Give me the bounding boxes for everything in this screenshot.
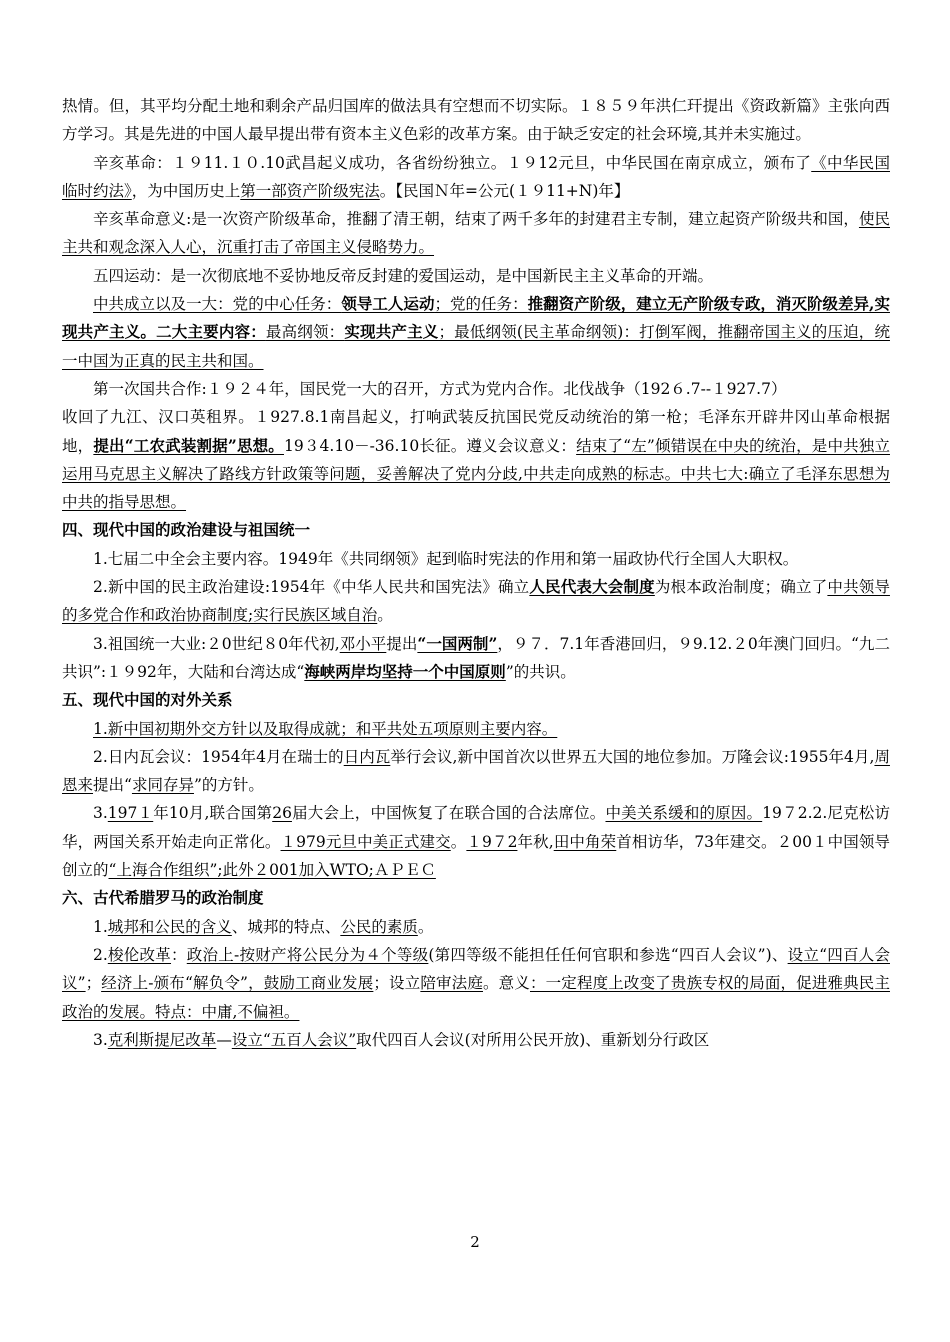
underlined-text: １9７2 [466, 832, 518, 851]
underlined-text: 26 [272, 804, 292, 823]
text-run: ； [85, 974, 102, 993]
underlined-text: 1.新中国初期外交方针以及取得成就；和平共处五项原则主要内容。 [93, 719, 558, 738]
underlined-text: 197１ [107, 804, 154, 823]
text-run: 提出“ [93, 776, 132, 795]
underlined-text: 人民代表大会制度 [529, 577, 655, 597]
underlined-text: “上海合作组织”;此外２001加入WTO;ＡＰＥＣ [108, 861, 436, 880]
text-run: 3.祖国统一大业:２0世纪８0年代初, [93, 634, 340, 653]
text-run: 五四运动：是一次彻底地不妥协地反帝反封建的爱国运动，是中国新民主主义革命的开端。 [93, 266, 714, 285]
paragraph [62, 630, 890, 687]
text-run: 年秋, [517, 832, 554, 851]
underlined-text: 克利斯提尼改革 [107, 1030, 217, 1049]
text-run: ”的共识。 [505, 662, 576, 681]
text-run: 四、现代中国的政治建设与祖国统一 [62, 520, 311, 540]
paragraph [62, 205, 890, 262]
text-run: 六、古代希腊罗马的政治制度 [62, 888, 264, 908]
section-heading [62, 516, 890, 544]
text-run: 为根本政治制度；确立了 [654, 578, 828, 597]
underlined-text: 中共领导的多党合作和政治协商制度;实行民族区域自治 [62, 578, 890, 625]
text-run: ，９７．7.1年香港回归，９9.12.２0年澳门回归。“九二共识”:１９92年，大陆和台湾达成“ [62, 634, 890, 681]
text-run: 19７2.2.尼克松访华，两国关系开始走向正常化。 [62, 804, 890, 851]
underlined-text: 公民的素质 [340, 917, 418, 936]
paragraph [62, 715, 890, 743]
text-run: — [216, 1030, 232, 1049]
section-heading [62, 884, 890, 912]
paragraph [62, 403, 890, 516]
underlined-text: 最高纲领： [265, 323, 345, 342]
underlined-text: 使民主共和观念深入人心，沉重打击了帝国主义侵略势力。 [62, 210, 890, 257]
underlined-text: 领导工人运动 [341, 294, 435, 314]
paragraph [62, 290, 890, 375]
page-number: 2 [470, 1233, 480, 1251]
underlined-text: ；党的任务： [434, 295, 528, 314]
underlined-text: 《中华民国临时约法》 [62, 153, 890, 200]
paragraph [62, 743, 890, 800]
text-run: 年10月,联合国第 [153, 804, 273, 823]
text-run: 2.日内瓦会议：1954年4月在瑞士的 [93, 747, 344, 766]
underlined-text: 中共成立以及一大：党的中心任务： [93, 295, 342, 314]
text-run: 举行会议,新中国首次以世界五大国的地位参加。万隆会议:1955年4月, [390, 747, 875, 766]
underlined-text: １979元旦中美正式建交 [280, 832, 451, 851]
text-run: (第四等级不能担任任何官职和参选“四百人会议”)、 [428, 945, 788, 964]
underlined-text: ：一定程度上改变了贵族专权的局面，促进雅典民主政治的发展。特点：中庸,不偏袒。 [62, 974, 890, 1021]
paragraph [62, 941, 890, 1026]
underlined-text: 实现共产主义 [344, 322, 439, 342]
underlined-text: 田中角荣 [553, 832, 617, 851]
underlined-text: ；最低纲领(民主革命纲领)：打倒军阀，推翻帝国主义的压迫，统一中国为正真的民主共和国。 [62, 323, 890, 370]
underlined-text: 结束了“左”倾错误在中央的统治，是中共独立运用马克思主义解决了路线方针政策等问题，妥善解决了党内分歧,中共走向成熟的标志。中共七大:确立了毛泽东思想为中共的指导思想。 [62, 436, 890, 512]
underlined-text: 求同存异 [131, 776, 194, 795]
underlined-text: 推翻资产阶级，建立无产阶级专政，消灭阶级差异,实现共产主义。二大主要内容： [62, 294, 890, 342]
underlined-text: 政治上-按财产将公民分为４个等级 [186, 945, 429, 964]
text-run: 。 [417, 917, 434, 936]
underlined-text: 设立“四百人会议” [62, 945, 890, 993]
text-run: 辛亥革命意义:是一次资产阶级革命，推翻了清王朝，结束了两千多年的封建君主专制，建立起资产阶级共和国， [93, 210, 859, 229]
text-run: 2. [93, 945, 108, 964]
paragraph [62, 1026, 890, 1054]
text-run: 1.七届二中全会主要内容。1949年《共同纲领》起到临时宪法的作用和第一届政协代行全国人大职权。 [93, 549, 799, 568]
paragraph [62, 545, 890, 573]
text-run: 首相访华，73年建交。２00１中国领导创立的 [62, 832, 890, 880]
paragraph [62, 262, 890, 290]
text-run: ；设立 [373, 974, 421, 993]
text-run: 届大会上，中国恢复了在联合国的合法席位。 [291, 804, 606, 823]
paragraph [62, 149, 890, 206]
paragraph [62, 375, 890, 403]
underlined-text: 邓小平 [339, 634, 387, 653]
underlined-text: 海峡两岸均坚持一个中国原则 [304, 661, 506, 681]
text-run: 19３4.10－-36.10长征。遵义会议意义： [283, 436, 577, 455]
text-run: 。意义 [483, 974, 530, 993]
text-run: ”的方针。 [193, 776, 264, 795]
paragraph [62, 799, 890, 884]
text-run: 3. [93, 1030, 108, 1049]
underlined-text: 中美关系缓和的原因。 [605, 804, 763, 823]
document-body [62, 92, 890, 1054]
text-run: 五、现代中国的对外关系 [62, 690, 233, 710]
underlined-text: 设立“五百人会议” [231, 1030, 357, 1049]
underlined-text: 周恩来 [62, 747, 890, 795]
paragraph [62, 573, 890, 630]
text-run: 收回了九江、汉口英租界。１927.8.1南昌起义，打响武装反抗国民党反动统治的第一枪；毛泽东开辟井冈山革命根据地， [62, 408, 890, 455]
underlined-text: “一国两制” [417, 633, 498, 653]
paragraph [62, 92, 890, 149]
text-run: ，为中国历史上 [131, 181, 241, 200]
text-run: 。 [450, 832, 467, 851]
underlined-text: 日内瓦 [343, 747, 391, 766]
text-run: ： [171, 945, 187, 964]
underlined-text: 梭伦改革 [107, 945, 172, 964]
underlined-text: 城邦和公民的含义 [107, 917, 232, 936]
underlined-text: 经济上-颁布“解负令”，鼓励工商业发展 [101, 974, 374, 993]
underlined-text: 提出“工农武装割据”思想。 [93, 435, 284, 455]
text-run: 第一次国共合作:１９２４年，国民党一大的召开，方式为党内合作。北伐战争（192６.7--１927.7） [93, 379, 787, 398]
section-heading [62, 686, 890, 714]
text-run: 辛亥革命：１９11.１０.10武昌起义成功，各省纷纷独立。１９12元旦，中华民国在南京成立，颁布了 [93, 153, 812, 172]
text-run: 。 [377, 606, 393, 625]
text-run: 取代四百人会议(对所用公民开放)、重新划分行政区 [356, 1030, 710, 1049]
text-run: 提出 [386, 634, 418, 653]
text-run: 、城邦的特点、 [231, 917, 341, 936]
text-run: 1. [93, 917, 108, 936]
text-run: 热情。但，其平均分配土地和剩余产品归国库的做法具有空想而不切实际。１８５９年洪仁玕提出《资政新篇》主张向西方学习。其是先进的中国人最早提出带有资本主义色彩的改革方案。由于缺乏安定的社会环境,其并未实施过。 [62, 97, 890, 144]
text-run: 3. [93, 804, 108, 823]
paragraph [62, 913, 890, 941]
underlined-text: 陪审法庭 [420, 974, 483, 993]
underlined-text: 第一部资产阶级宪法 [240, 181, 380, 200]
text-run: 。【民国Ｎ年=公元(１９11+N)年】 [379, 181, 630, 200]
text-run: 2.新中国的民主政治建设:1954年《中华人民共和国宪法》确立 [93, 578, 530, 597]
